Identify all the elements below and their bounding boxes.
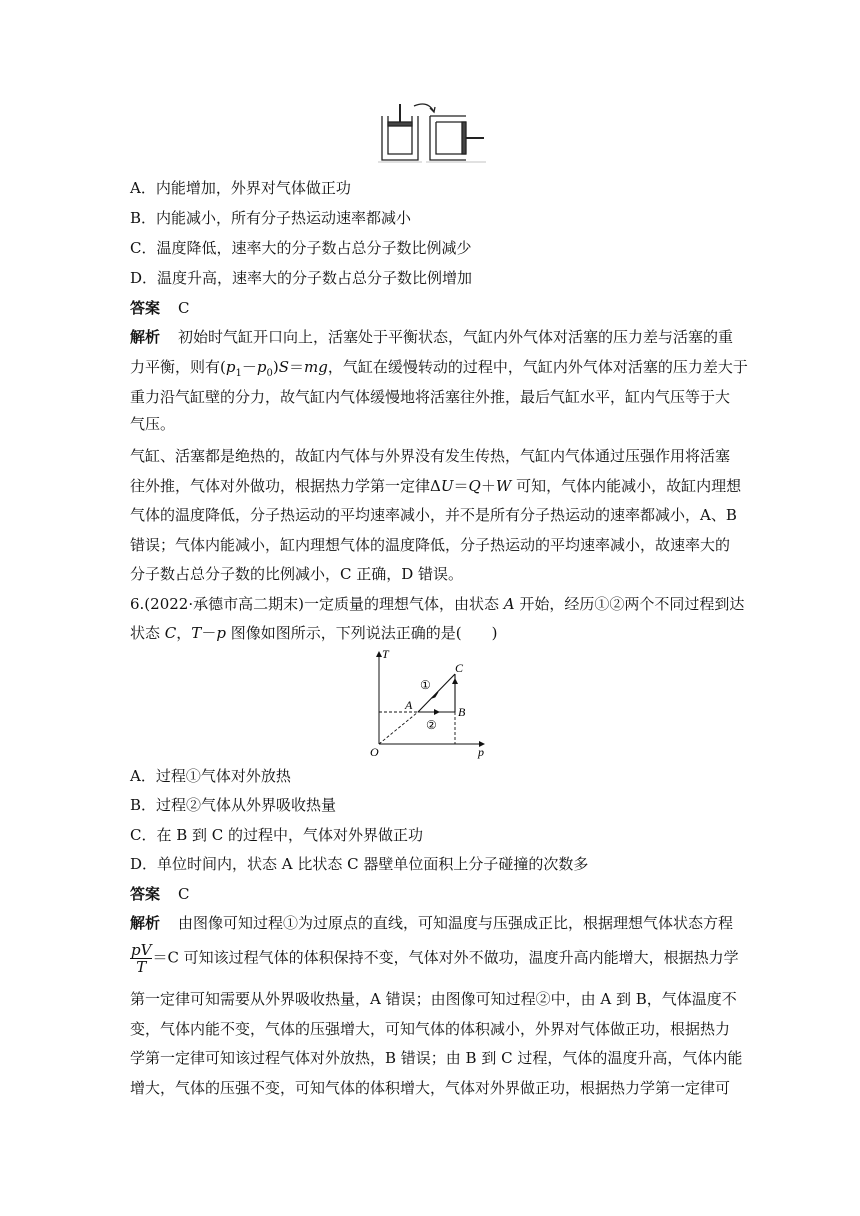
pv-over-t-fraction: [130, 942, 152, 975]
analysis-text: 由图像可知过程①为过原点的直线，可知温度与压强成正比，根据理想气体状态方程: [178, 914, 734, 932]
q6-option-d: D．单位时间内，状态 A 比状态 C 器壁单位面积上分子碰撞的次数多: [130, 855, 589, 873]
q5-analysis-line-3: 重力沿气缸壁的分力，故气缸内气体缓慢地将活塞往外推，最后气缸水平，缸内气压等于大: [130, 388, 731, 406]
t-p-graph: [366, 646, 496, 760]
stem-text: 图像如图所示，下列说法正确的是( ): [230, 624, 498, 642]
q6-option-a: A．过程①气体对外放热: [130, 767, 291, 785]
axis-label-p: p: [478, 745, 484, 759]
q5-option-d: D．温度升高，速率大的分子数占总分子数比例增加: [130, 269, 473, 287]
point-c-label: C: [455, 661, 464, 675]
process-1-label: ①: [420, 678, 431, 692]
analysis-label: 解析: [130, 914, 161, 932]
q5-analysis-p2-line-3: 气体的温度降低，分子热运动的平均速率减小，并不是所有分子热运动的速率都减小，A、B: [130, 506, 737, 524]
q5-analysis-p2-line-5: 分子数占总分子数的比例减小，C 正确，D 错误。: [130, 565, 464, 583]
axis-label-t: T: [382, 647, 389, 661]
stem-text: ，: [176, 624, 192, 642]
analysis-text: 初始时气缸开口向上，活塞处于平衡状态，气缸内外气体对活塞的压力差与活塞的重: [178, 328, 734, 346]
q5-analysis-p2-line-4: 错误；气体内能减小，缸内理想气体的温度降低，分子热运动的平均速率减小，故速率大的: [130, 536, 731, 554]
analysis-label: 解析: [130, 328, 161, 346]
fraction-denominator: T: [136, 958, 147, 976]
q6-stem-line-1: 6.(2022·承德市高二期末)一定质量的理想气体，由状态 A 开始，经历①②两个不同过程到达: [130, 595, 745, 613]
q5-option-c: C．温度降低，速率大的分子数占总分子数比例减少: [130, 239, 472, 257]
q6-option-b: B．过程②气体从外界吸收热量: [130, 796, 337, 814]
q5-analysis-line-1: [130, 327, 740, 347]
q5-option-a: A．内能增加，外界对气体做正功: [130, 179, 351, 197]
q5-answer: [130, 298, 740, 318]
point-a-label: A: [405, 698, 413, 712]
analysis-text: 可知，气体内能减小，故缸内理想: [516, 477, 742, 495]
equals-sign: ＝: [288, 358, 304, 376]
q6-analysis-line-2: [130, 942, 740, 975]
answer-value: C: [178, 299, 190, 317]
process-2-label: ②: [426, 718, 437, 732]
q6-stem-line-2: 状态 C，T－p 图像如图所示，下列说法正确的是( ): [130, 624, 498, 642]
q6-analysis-line-1: [130, 913, 740, 933]
fraction-numerator: pV: [131, 941, 152, 959]
cylinder-figure: [372, 96, 492, 168]
answer-value: C: [178, 885, 190, 903]
q6-analysis-line-6: 增大，气体的压强不变，可知气体的体积增大，气体对外界做正功，根据热力学第一定律可: [130, 1079, 731, 1097]
q5-analysis-line-2: 力平衡，则有$(p_1-p_0)S=mg$，气缸在缓慢转动的过程中，气缸内外气体对活塞的压力差大于: [130, 358, 748, 379]
q5-analysis-p2-line-2: 往外推，气体对外做功，根据热力学第一定律ΔU＝Q＋W 可知，气体内能减小，故缸内理想: [130, 477, 742, 495]
analysis-text: ，气缸在缓慢转动的过程中，气缸内外气体对活塞的压力差大于: [327, 358, 748, 376]
q5-option-b: B．内能减小，所有分子热运动速率都减小: [130, 209, 412, 227]
analysis-text: ＝C 可知该过程气体的体积保持不变，气体对外不做功，温度升高内能增大，根据热力学: [152, 948, 739, 967]
point-b-label: B: [458, 705, 466, 719]
stem-text: 状态: [130, 624, 161, 642]
q6-analysis-line-4: 变，气体内能不变，气体的压强增大，可知气体的体积减小，外界对气体做正功，根据热力: [130, 1020, 731, 1038]
q6-option-c: C．在 B 到 C 的过程中，气体对外界做正功: [130, 826, 424, 844]
origin-label: O: [370, 745, 379, 759]
q5-analysis-line-4: 气压。: [130, 415, 176, 433]
answer-label: 答案: [130, 299, 161, 317]
q5-analysis-p2-line-1: 气缸、活塞都是绝热的，故缸内气体与外界没有发生传热，气缸内气体通过压强作用将活塞: [130, 447, 731, 465]
analysis-text: 力平衡，则有(: [130, 358, 226, 376]
q6-answer: [130, 884, 740, 904]
q6-analysis-line-5: 学第一定律可知该过程气体对外放热，B 错误；由 B 到 C 过程，气体的温度升高，气体内能: [130, 1049, 743, 1067]
q6-analysis-line-3: 第一定律可知需要从外界吸收热量，A 错误；由图像可知过程②中，由 A 到 B，气体温度不: [130, 990, 737, 1008]
analysis-text: 往外推，气体对外做功，根据热力学第一定律: [130, 477, 431, 495]
stem-text: 6.(2022·承德市高二期末)一定质量的理想气体，由状态: [130, 595, 499, 613]
stem-text: 开始，经历①②两个不同过程到达: [519, 595, 745, 613]
answer-label: 答案: [130, 885, 161, 903]
